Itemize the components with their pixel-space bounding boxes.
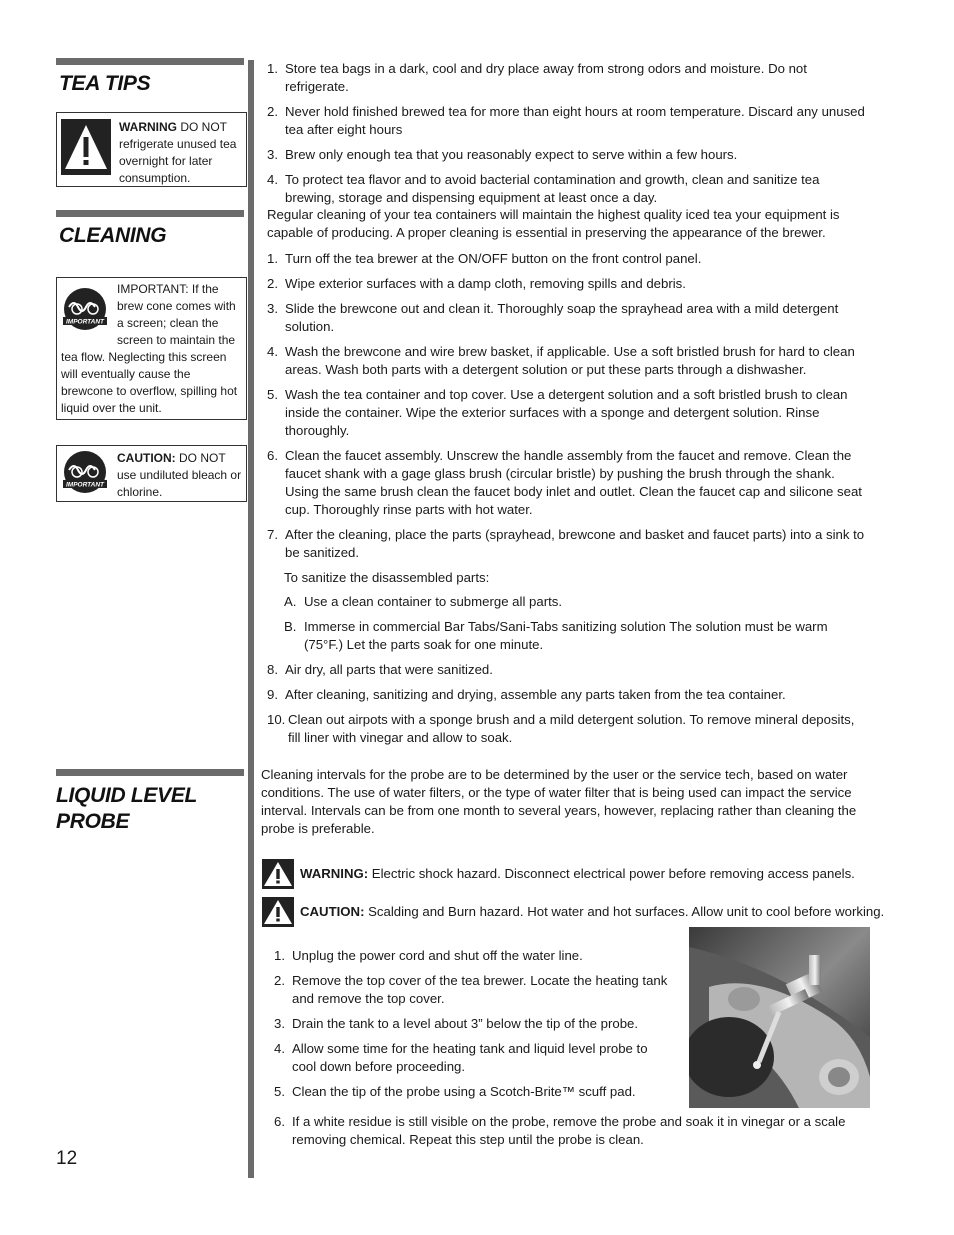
list-item xyxy=(274,947,670,965)
list-text: Clean the faucet assembly. Unscrew the handle assembly from the faucet and remove. Clean the faucet shank with a gage glass brush (circular bristle) by pushing the brush through the shank. Using the same brush clean the faucet body inlet and outlet. Clean the faucet cap and silicone seat cup. Thoroughly rinse parts with hot water. xyxy=(285,448,862,517)
list-text: Brew only enough tea that you reasonably expect to serve within a few hours. xyxy=(285,147,738,162)
list-number: 3. xyxy=(274,1016,285,1031)
tea-tips-rule xyxy=(56,58,244,65)
list-text: Immerse in commercial Bar Tabs/Sani-Tabs sanitizing solution The solution must be warm (75°F.) Let the parts soak for one minute. xyxy=(304,619,828,652)
list-text: To protect tea flavor and to avoid bacterial contamination and growth, clean and sanitize tea brewing, storage and dispensing equipment at least once a day. xyxy=(285,172,820,205)
warning-icon xyxy=(262,897,294,927)
list-item xyxy=(267,146,867,164)
list-number: 4. xyxy=(274,1041,285,1056)
list-text: Slide the brewcone out and clean it. Thoroughly soap the sprayhead area with a mild detergent solution. xyxy=(285,301,839,334)
list-text: Wash the tea container and top cover. Use a detergent solution and a soft bristled brush to clean inside the container. Wipe the exterior surfaces with a sponge and detergent solution. Rinse thoroughly. xyxy=(285,387,848,438)
list-item xyxy=(267,275,867,293)
list-number: B. xyxy=(284,619,297,634)
important-icon xyxy=(61,450,109,494)
list-item xyxy=(267,526,867,562)
list-number: 6. xyxy=(267,448,278,463)
list-text: Use a clean container to submerge all parts. xyxy=(304,594,563,609)
important-box: IMPORTANT IMPORTANT: If the brew cone comes with a screen; clean the screen to maintain the tea flow. Neglecting this screen will eventually cause the brewcone to overflow, spilling hot liquid over the unit. xyxy=(56,277,247,420)
probe-rule xyxy=(56,769,244,776)
probe-steps-2 xyxy=(274,1113,864,1156)
list-number: 2. xyxy=(274,973,285,988)
list-item xyxy=(267,343,867,379)
probe-heading: LIQUID LEVEL PROBE xyxy=(56,784,198,833)
cleaning-rule xyxy=(56,210,244,217)
list-item xyxy=(274,1083,670,1101)
list-number: 2. xyxy=(267,104,278,119)
list-item xyxy=(274,1015,670,1033)
list-text: After the cleaning, place the parts (sprayhead, brewcone and basket and faucet parts) into a sink to be sanitized. xyxy=(285,527,865,560)
list-text: Clean the tip of the probe using a Scotch-Brite™ scuff pad. xyxy=(292,1084,636,1099)
list-text: Drain the tank to a level about 3” below the tip of the probe. xyxy=(292,1016,639,1031)
list-text: Turn off the tea brewer at the ON/OFF button on the front control panel. xyxy=(285,251,702,266)
list-number: 8. xyxy=(267,662,278,677)
probe-caution: CAUTION: Scalding and Burn hazard. Hot water and hot surfaces. Allow unit to cool before working. xyxy=(262,897,884,927)
important-icon xyxy=(61,287,109,331)
list-text: Clean out airpots with a sponge brush and a mild detergent solution. To remove mineral deposits, fill liner with vinegar and allow to soak. xyxy=(288,712,855,745)
cleaning-intro: Regular cleaning of your tea containers will maintain the highest quality iced tea your equipment is capable of producing. A proper cleaning is essential in preserving the appearance of the brewer. xyxy=(267,207,840,240)
list-number: A. xyxy=(284,594,297,609)
list-number: 1. xyxy=(267,251,278,266)
list-number: 10. xyxy=(267,712,286,727)
list-item xyxy=(274,972,670,1008)
list-number: 5. xyxy=(267,387,278,402)
list-item xyxy=(267,686,867,704)
tea-warning-box: WARNING DO NOT refrigerate unused tea overnight for later consumption. xyxy=(56,112,247,187)
list-number: 5. xyxy=(274,1084,285,1099)
list-number: 2. xyxy=(267,276,278,291)
list-text: Store tea bags in a dark, cool and dry place away from strong odors and moisture. Do not refrigerate. xyxy=(285,61,807,94)
caution-box: IMPORTANT CAUTION: DO NOT use undiluted bleach or chlorine. xyxy=(56,445,247,502)
list-item xyxy=(267,103,867,139)
probe-steps-1 xyxy=(274,947,670,1108)
list-item xyxy=(267,300,867,336)
list-text: Allow some time for the heating tank and liquid level probe to cool down before proceeding. xyxy=(292,1041,648,1074)
vertical-divider xyxy=(248,60,254,1178)
list-item xyxy=(274,1113,864,1149)
svg-text:IMPORTANT: IMPORTANT xyxy=(65,318,105,326)
tea-tips-heading: TEA TIPS xyxy=(59,72,151,95)
list-number: 4. xyxy=(267,344,278,359)
list-number: 6. xyxy=(274,1114,285,1129)
probe-photo xyxy=(689,927,870,1108)
list-number: 1. xyxy=(267,61,278,76)
probe-warning: WARNING: Electric shock hazard. Disconnect electrical power before removing access panels. xyxy=(262,859,855,889)
tea-tips-list xyxy=(267,60,867,214)
list-text: If a white residue is still visible on the probe, remove the probe and soak it in vinegar or a scale removing chemical. Repeat this step until the probe is clean. xyxy=(292,1114,846,1147)
list-item xyxy=(267,60,867,96)
list-item xyxy=(274,1040,670,1076)
list-item xyxy=(267,171,867,207)
list-number: 7. xyxy=(267,527,278,542)
page-number: 12 xyxy=(56,1148,78,1169)
list-text: Wash the brewcone and wire brew basket, if applicable. Use a soft bristled brush for hard to clean areas. Wash both parts with a detergent solution or put these parts through a dishwasher. xyxy=(285,344,855,377)
warning-icon xyxy=(61,119,111,175)
list-item xyxy=(267,661,867,679)
list-item xyxy=(267,711,867,747)
list-text: After cleaning, sanitizing and drying, assemble any parts taken from the tea container. xyxy=(285,687,786,702)
list-number: 9. xyxy=(267,687,278,702)
list-item xyxy=(267,386,867,440)
list-text: Air dry, all parts that were sanitized. xyxy=(285,662,493,677)
list-number: 1. xyxy=(274,948,285,963)
probe-intro: Cleaning intervals for the probe are to be determined by the user or the service tech, based on water conditions. The use of water filters, or the type of water filter that is being used can impact the service interval. Intervals can be from one month to several years, however, replacing rather than cleaning the probe is preferable. xyxy=(261,767,857,836)
list-number: 4. xyxy=(267,172,278,187)
list-text: Remove the top cover of the tea brewer. Locate the heating tank and remove the top cover. xyxy=(292,973,668,1006)
cleaning-heading: CLEANING xyxy=(59,224,167,247)
list-item xyxy=(267,447,867,519)
sanitize-intro: To sanitize the disassembled parts: xyxy=(284,570,490,585)
list-number: 3. xyxy=(267,147,278,162)
list-text: Wipe exterior surfaces with a damp cloth, removing spills and debris. xyxy=(285,276,686,291)
list-text: Unplug the power cord and shut off the water line. xyxy=(292,948,583,963)
list-text: Never hold finished brewed tea for more than eight hours at room temperature. Discard any unused tea after eight hours xyxy=(285,104,865,137)
cleaning-section xyxy=(267,206,867,754)
warning-icon xyxy=(262,859,294,889)
list-item xyxy=(267,250,867,268)
list-item xyxy=(284,618,867,654)
svg-text:IMPORTANT: IMPORTANT xyxy=(65,481,105,489)
list-number: 3. xyxy=(267,301,278,316)
list-item xyxy=(284,593,867,611)
